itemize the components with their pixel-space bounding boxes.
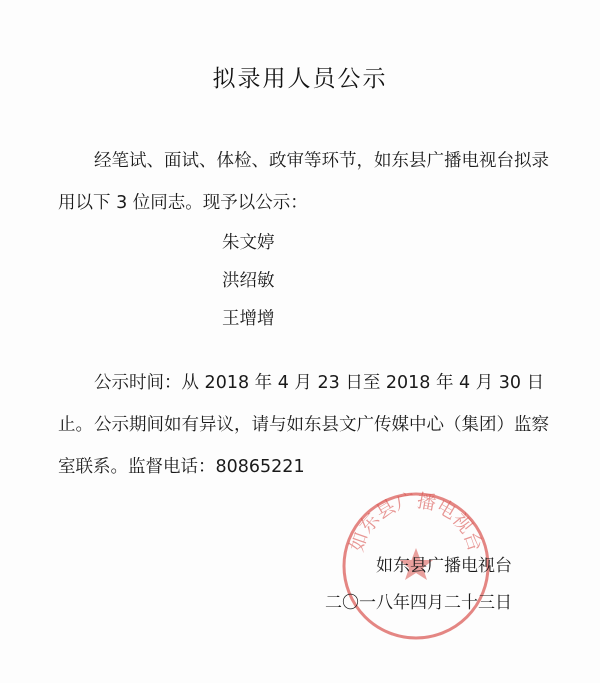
document-title: 拟录用人员公示 — [212, 66, 388, 92]
signature-block — [325, 548, 512, 622]
signature-org: 如东县广播电视台 — [376, 556, 512, 576]
signature-date: 二〇一八年四月二十三日 — [325, 593, 512, 613]
candidate-name: 王增增 — [222, 309, 275, 329]
candidate-name: 洪绍敏 — [222, 271, 275, 291]
contact-text: 公示期间如有异议，请与如东县文广传媒中心（集团）监察室联系。监督电话：80865221 — [58, 415, 549, 477]
seal-text: 如东县广播电视台 — [345, 490, 487, 555]
intro-paragraph — [58, 140, 558, 224]
contact-paragraph — [58, 404, 558, 488]
intro-text: 经笔试、面试、体检、政审等环节，如东县广播电视台拟录用以下 3 位同志。现予以公示： — [58, 151, 549, 213]
candidate-list — [222, 224, 275, 338]
candidate-name: 朱文婷 — [222, 233, 275, 253]
period-text: 公示时间：从 2018 年 4 月 23 日至 2018 年 4 月 30 日止。 — [58, 373, 545, 435]
